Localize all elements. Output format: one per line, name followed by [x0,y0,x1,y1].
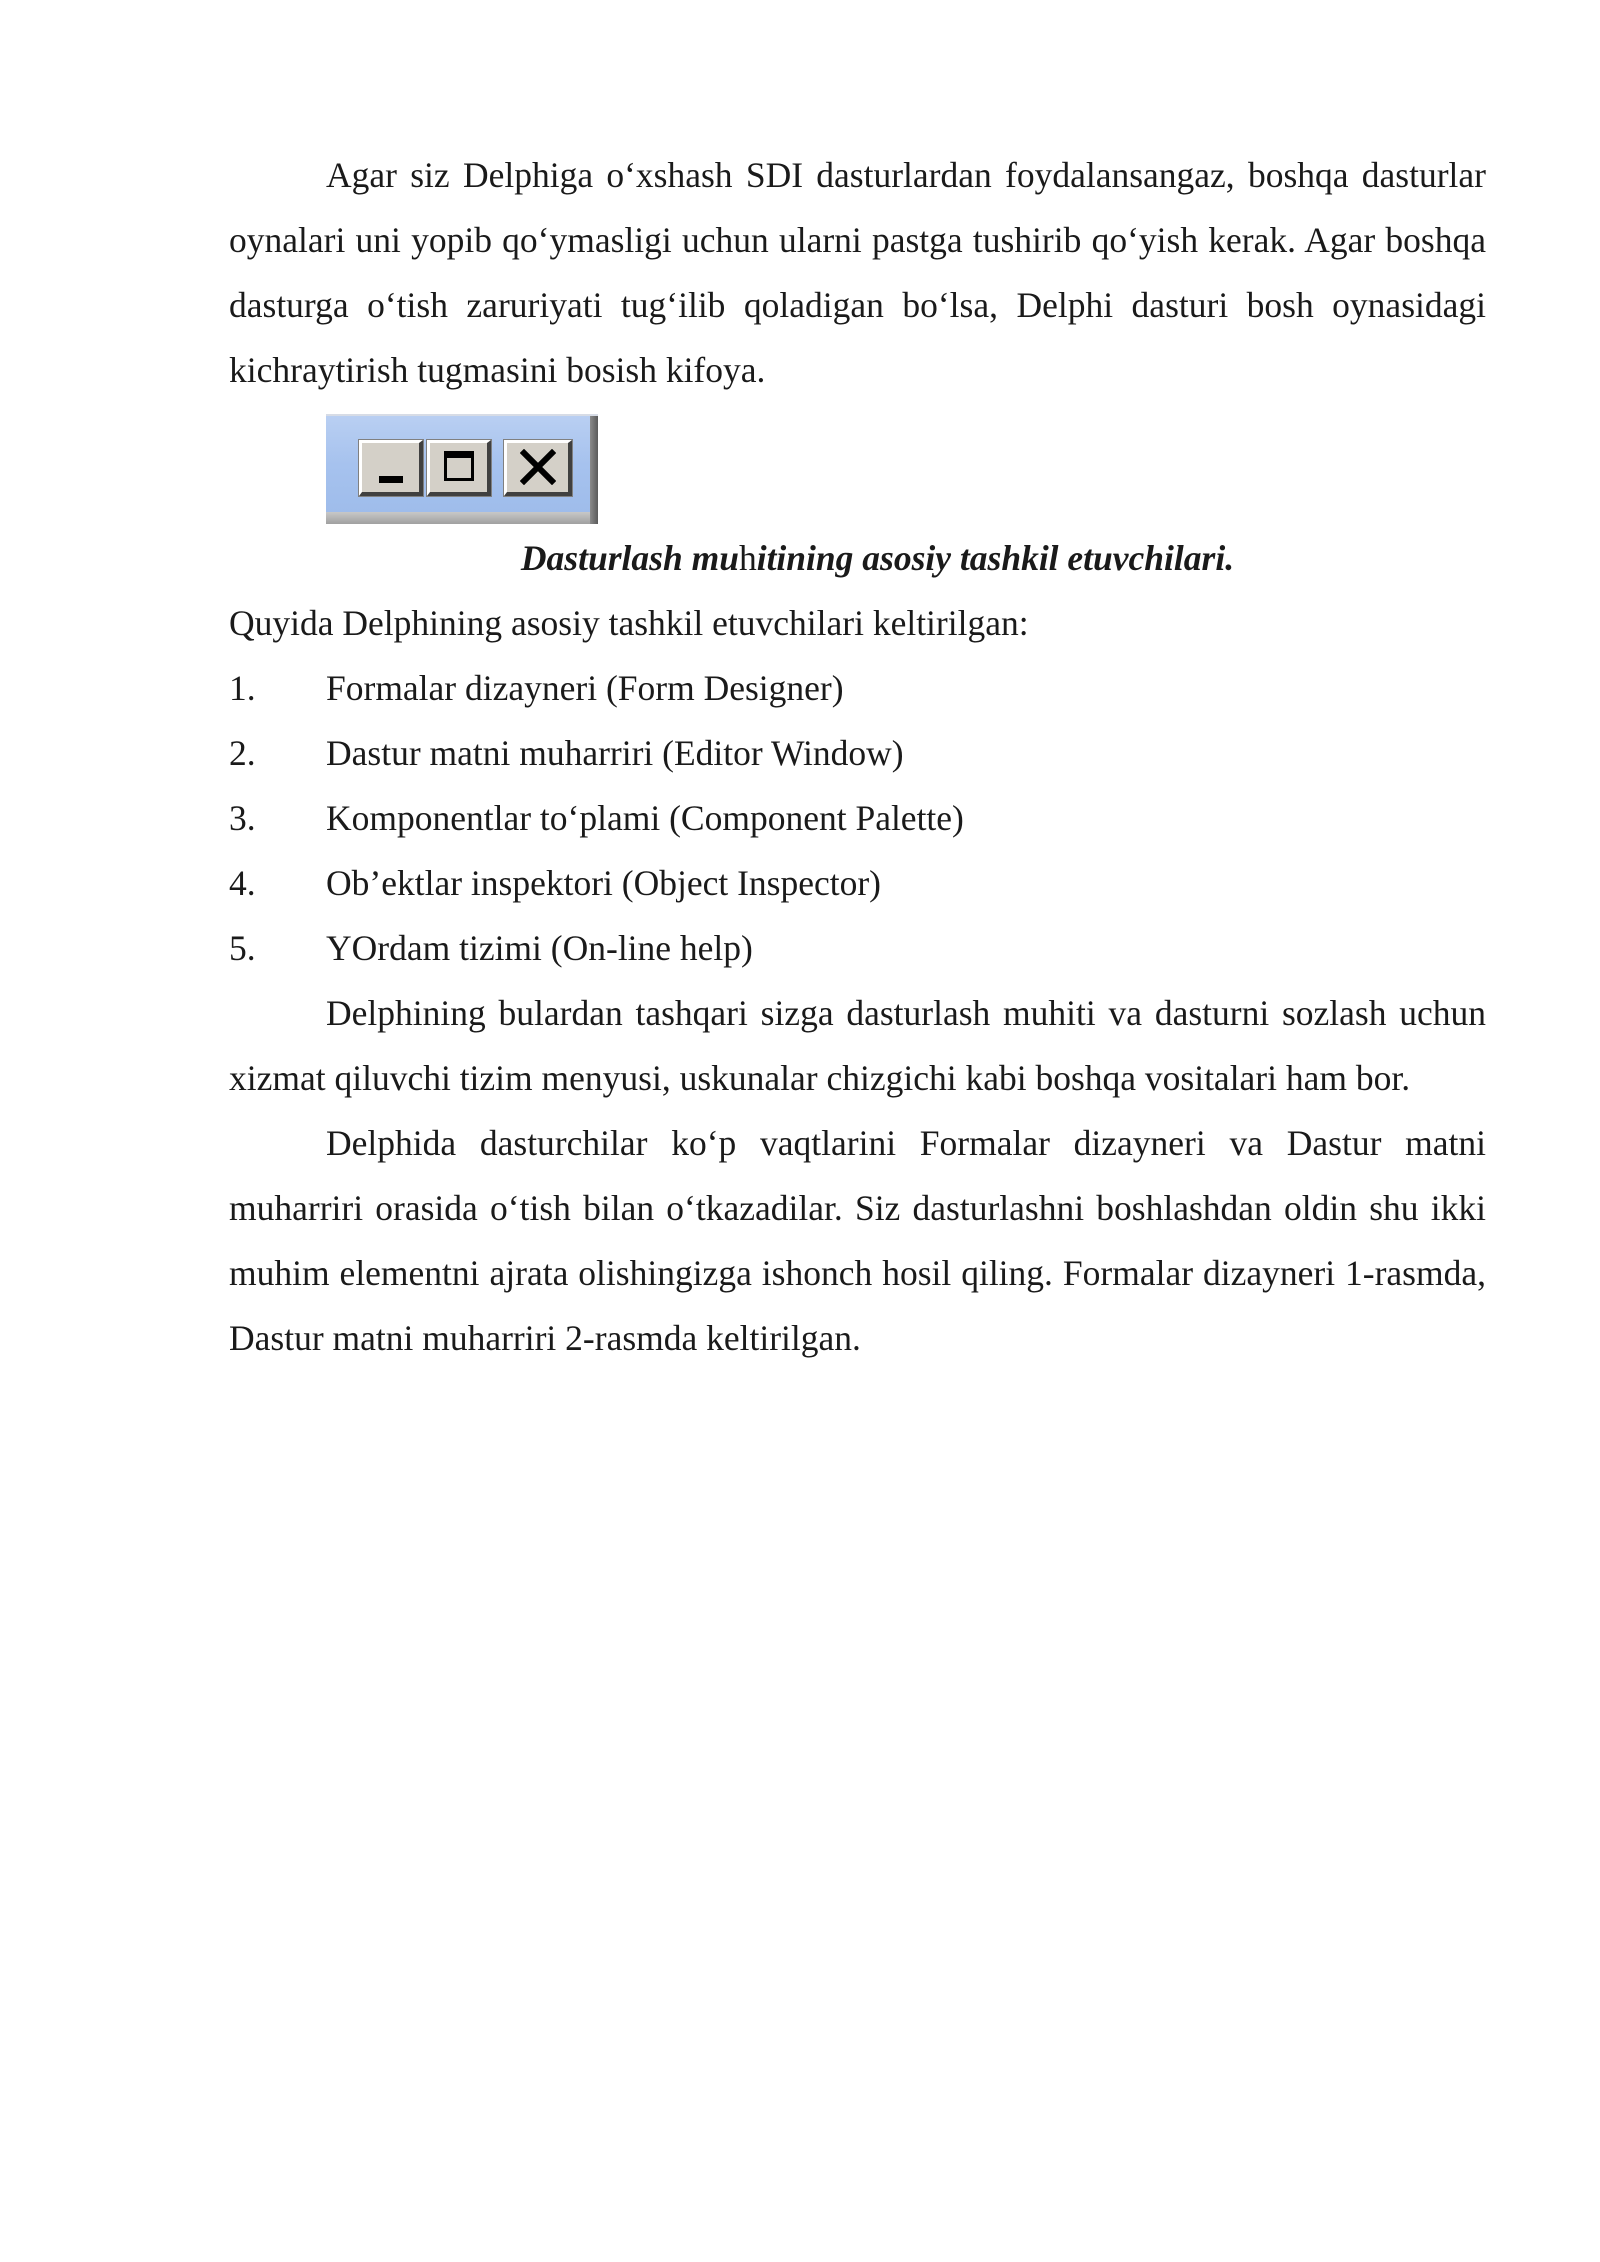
minimize-button [359,440,423,496]
list-number: 5. [229,928,256,968]
close-button [504,440,572,496]
list-text: Ob’ektlar inspektori (Object Inspector) [326,863,881,903]
intro-line: Quyida Delphining asosiy tashkil etuvchilari keltirilgan: [229,603,1029,643]
minimize-icon [379,476,403,483]
list-number: 1. [229,668,256,708]
titlebar-bottom-edge [326,512,598,524]
list-text: YOrdam tizimi (On-line help) [326,928,753,968]
components-list [229,656,1486,981]
paragraph-designer-editor: Delphida dasturchilar ko‘p vaqtlarini Formalar dizayneri va Dastur matni muharriri orasida o‘tish bilan o‘tkazadilar. Siz dasturlashni boshlashdan oldin shu ikki muhim elementni ajrata olishingizga ishonch hosil qiling. Formalar dizayneri 1-rasmda, Dastur matni muharriri 2-rasmda keltirilgan. [229,1123,1486,1358]
titlebar-right-edge [590,416,598,524]
maximize-icon [444,451,474,481]
list-number: 3. [229,798,256,838]
list-item [229,656,1486,721]
list-item [229,786,1486,851]
document-page [229,143,1486,1371]
section-heading: Dasturlash muhitining asosiy tashkil etuvchilari. [520,538,1235,578]
list-item [229,916,1486,981]
close-icon [520,449,556,485]
list-number: 2. [229,733,256,773]
titlebar-figure [229,403,1486,526]
window-titlebar-image [326,414,598,524]
list-item [229,721,1486,786]
maximize-button [427,440,491,496]
paragraph-other-tools: Delphining bulardan tashqari sizga dasturlash muhiti va dasturni sozlash uchun xizmat qiluvchi tizim menyusi, uskunalar chizgichi kabi boshqa vositalari ham bor. [229,993,1486,1098]
paragraph-sdi-windows: Agar siz Delphiga o‘xshash SDI dasturlardan foydalansangaz, boshqa dasturlar oynalari uni yopib qo‘ymasligi uchun ularni pastga tushirib qo‘yish kerak. Agar boshqa dasturga o‘tish zaruriyati tug‘ilib qoladigan bo‘lsa, Delphi dasturi bosh oynasidagi kichraytirish tugmasini bosish kifoya. [229,155,1486,390]
list-text: Komponentlar to‘plami (Component Palette) [326,798,964,838]
list-text: Formalar dizayneri (Form Designer) [326,668,844,708]
list-number: 4. [229,863,256,903]
list-item [229,851,1486,916]
list-text: Dastur matni muharriri (Editor Window) [326,733,904,773]
